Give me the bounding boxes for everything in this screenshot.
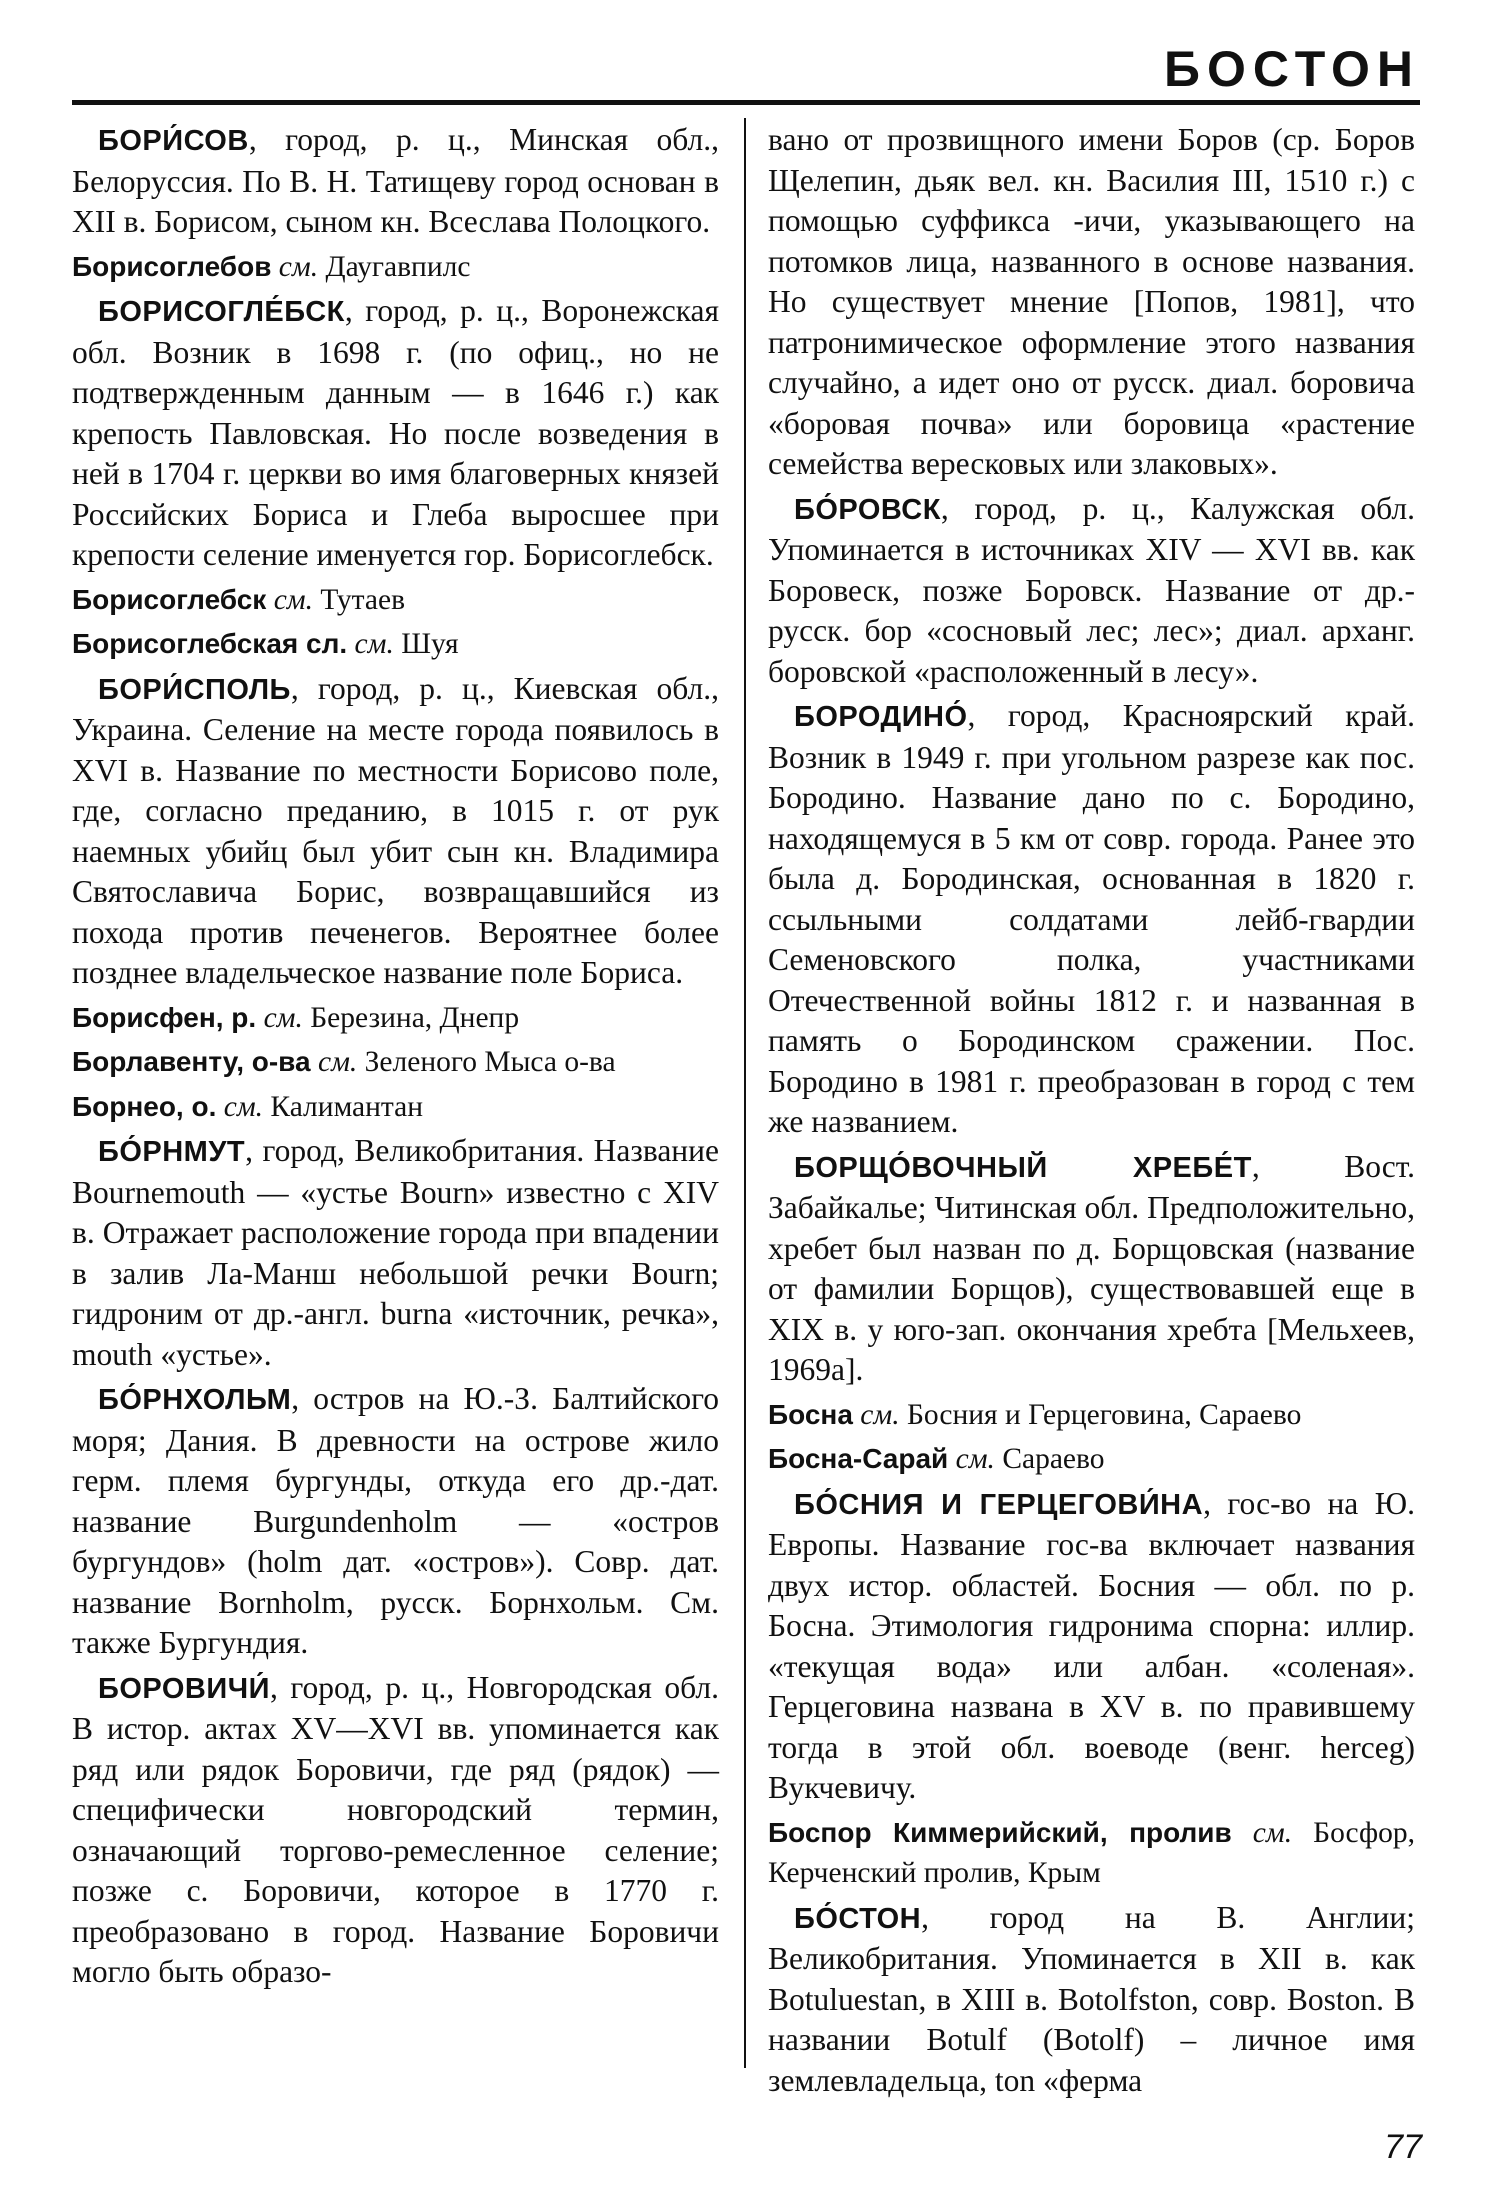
entry-borovichi [72, 1668, 719, 1993]
headword: БОРИ́СОВ [98, 125, 249, 157]
entry-text: Калимантан [263, 1090, 424, 1123]
entry-text: , город, Красноярский край. Возник в 1949 г. при угольном разрезе как пос. Бородино. Название дано по с. Бородино, находящемуся в 5 км от совр. города. Ранее это была д. Бородинская, основанная в 1820 г. ссыльными солдатами лейб-гвардии Семеновского полка, участниками Отечественной войны 1812 г. и названная в память о Бородинском сражении. Пос. Бородино в 1981 г. преобразован в город с тем же названием. [768, 698, 1415, 1139]
see-marker: см. [223, 1090, 264, 1123]
page-number: 77 [1384, 2128, 1422, 2166]
entry-text: Босния и Герцеговина, Сараево [899, 1398, 1302, 1431]
entry-borisov [72, 120, 719, 243]
headword: Борисфен, р. [72, 1001, 257, 1033]
entry-bosniya-i-gertsegovina [768, 1484, 1415, 1809]
headword: БО́РНМУТ [98, 1136, 246, 1168]
ref-borisoglebsk [72, 580, 719, 621]
ref-bosna [768, 1395, 1415, 1436]
see-marker: см. [955, 1443, 995, 1475]
headword: Боспор Киммерийский, пролив [768, 1816, 1232, 1848]
entry-borispol [72, 669, 719, 994]
entry-text: Шуя [393, 628, 459, 660]
headword: Борисоглебов [72, 250, 272, 282]
headword: БОРОДИНО́ [794, 701, 968, 733]
ref-borisoglebov [72, 247, 719, 288]
left-column [72, 120, 719, 2065]
right-column [768, 120, 1416, 2098]
entry-borisoglebsk [72, 291, 719, 576]
entry-text: , город, Великобритания. Название Bournemouth — «устье Bourn» известно с XIV в. Отражает расположение города при впадении в залив Ла-Манш небольшой речки Bourn; гидроним от др.-англ. burna «источник, речка», mouth «устье». [72, 1133, 719, 1372]
headword: Борисоглебск [72, 583, 267, 615]
entry-text: Босфор, Керченский пролив, Крым [768, 1816, 1415, 1889]
headword: Босна [768, 1398, 853, 1430]
headword: БО́СТОН [794, 1902, 922, 1935]
see-marker: см. [263, 1001, 303, 1034]
entry-text: Березина, Днепр [302, 1001, 520, 1034]
entry-borovsk [768, 489, 1415, 693]
headword: БОРИСОГЛЕ́БСК [98, 296, 345, 328]
headword: Босна-Сарай [768, 1443, 949, 1474]
entry-text: , гос-во на Ю. Европы. Название гос-ва включает названия двух истор. областей. Босния — обл. по р. Босна. Этимология гидронима спорна: иллир. «текущая вода» или албан. «соленая». Герцеговина названа в XV в. по правившему тогда в этой обл. воеводе (венг. herceg) Вукчевичу. [768, 1485, 1416, 1805]
ref-borisoglebskaya-sl [72, 624, 719, 665]
see-marker: см. [1252, 1816, 1293, 1849]
entry-text: , остров на Ю.-З. Балтийского моря; Дания. В древности на острове жило герм. племя бургунды, откуда его др.-дат. название Burgundenholm — «остров бургундов» (holm дат. «остров»). Совр. дат. название Bornholm, русск. Борнхольм. См. также Бургундия. [72, 1381, 719, 1660]
see-marker: см. [278, 250, 319, 283]
entry-text: Зеленого Мыса о-ва [357, 1046, 616, 1078]
entry-text: Сараево [994, 1443, 1105, 1475]
headword: БО́РОВСК [794, 493, 941, 526]
headword: БО́СНИЯ И ГЕРЦЕГОВИ́НА [794, 1488, 1204, 1521]
headword: Борнео, о. [72, 1090, 217, 1122]
entry-text: вано от прозвищного имени Боров (ср. Боров Щелепин, дьяк вел. кн. Василия III, 1510 г.) с помощью суффикса -ичи, указывающего на потомков лица, названного в основе названия. Но существует мнение [Попов, 1981], что патронимическое оформление этого названия случайно, а идет оно от русск. диал. боровича «боровая почва» или боровица «растение семейства вересковых или злаковых». [768, 122, 1415, 481]
entry-text: , Вост. Забайкалье; Читинская обл. Предположительно, хребет был назван по д. Борщовская (название от фамилии Борщов), существовавшей еще в XIX в. у юго-зап. окончания хребта [Мельхеев, 1969а]. [768, 1148, 1415, 1387]
see-marker: см. [354, 628, 394, 660]
entry-text: Тутаев [313, 583, 406, 616]
ref-borlaventu [72, 1042, 719, 1083]
ref-borisfen [72, 998, 719, 1039]
headword: БО́РНХОЛЬМ [98, 1384, 292, 1416]
entry-text: , город, р. ц., Киевская обл., Украина. Селение на месте города появилось в XVI в. Название по местности Борисово поле, где, согласно преданию, в 1015 г. от рук наемных убийц был убит сын кн. Владимира Святославича Борис, возвращавшийся из похода против печенегов. Вероятнее более позднее владельческое название поле Бориса. [72, 670, 719, 990]
entry-text: , город, р. ц., Минская обл., Белоруссия. По В. Н. Татищеву город основан в XII в. Борисом, сыном кн. Всеслава Полоцкого. [72, 122, 719, 239]
ref-borneo [72, 1087, 719, 1128]
ref-bosna-saray [768, 1439, 1415, 1480]
entry-text: , город, р. ц., Калужская обл. Упоминается в источниках XIV — XVI вв. как Боровеск, позже Боровск. Название от др.-русск. бор «сосновый лес; лес»; диал. арханг. боровской «расположенный в лесу». [768, 490, 1415, 689]
ref-bospor-kimmeriysky [768, 1813, 1415, 1894]
entry-text: , город, р. ц., Воронежская обл. Возник в 1698 г. (по офиц., но не подтвержденным данным — в 1646 г.) как крепость Павловская. Но после возведения в ней в 1704 г. церкви во имя благоверных князей Российских Бориса и Глеба выросшее при крепости селение именуется гор. Борисоглебск. [72, 293, 719, 572]
running-head: БОСТОН [1164, 41, 1420, 97]
see-marker: см. [317, 1046, 358, 1078]
entry-text: , город, р. ц., Новгородская обл. В истор. актах XV—XVI вв. упоминается как ряд или рядок Боровичи, где ряд (рядок) — специфически новгородский термин, означающий торгово-ремесленное селение; позже с. Боровичи, которое в 1770 г. преобразовано в город. Название Боровичи могло быть образо- [72, 1669, 719, 1989]
column-divider [744, 118, 746, 2068]
headword: БОРИ́СПОЛЬ [98, 673, 291, 706]
entry-bornholm [72, 1379, 719, 1664]
headword: Борисоглебская сл. [72, 628, 348, 659]
entry-text: Даугавпилс [318, 250, 471, 283]
header-rule [72, 100, 1420, 105]
entry-borodino [768, 696, 1415, 1143]
entry-bornmut [72, 1131, 719, 1375]
see-marker: см. [860, 1398, 900, 1431]
entry-text: , город на В. Англии; Великобритания. Упоминается в XII в. как Botuluestan, в XIII в. Botolfston, совр. Boston. В названии Botulf (Botolf) – личное имя землевладельца, ton «ферма [768, 1899, 1415, 2098]
entry-boston [768, 1898, 1415, 2102]
headword: Борлавенту, о-ва [72, 1046, 311, 1077]
headword: БОРЩО́ВОЧНЫЙ ХРЕБЕ́Т [794, 1151, 1252, 1184]
entry-borovichi-continued [768, 120, 1415, 485]
see-marker: см. [273, 583, 313, 616]
headword: БОРОВИЧИ́ [98, 1672, 270, 1705]
entry-borshchovochny-khrebet [768, 1147, 1415, 1391]
